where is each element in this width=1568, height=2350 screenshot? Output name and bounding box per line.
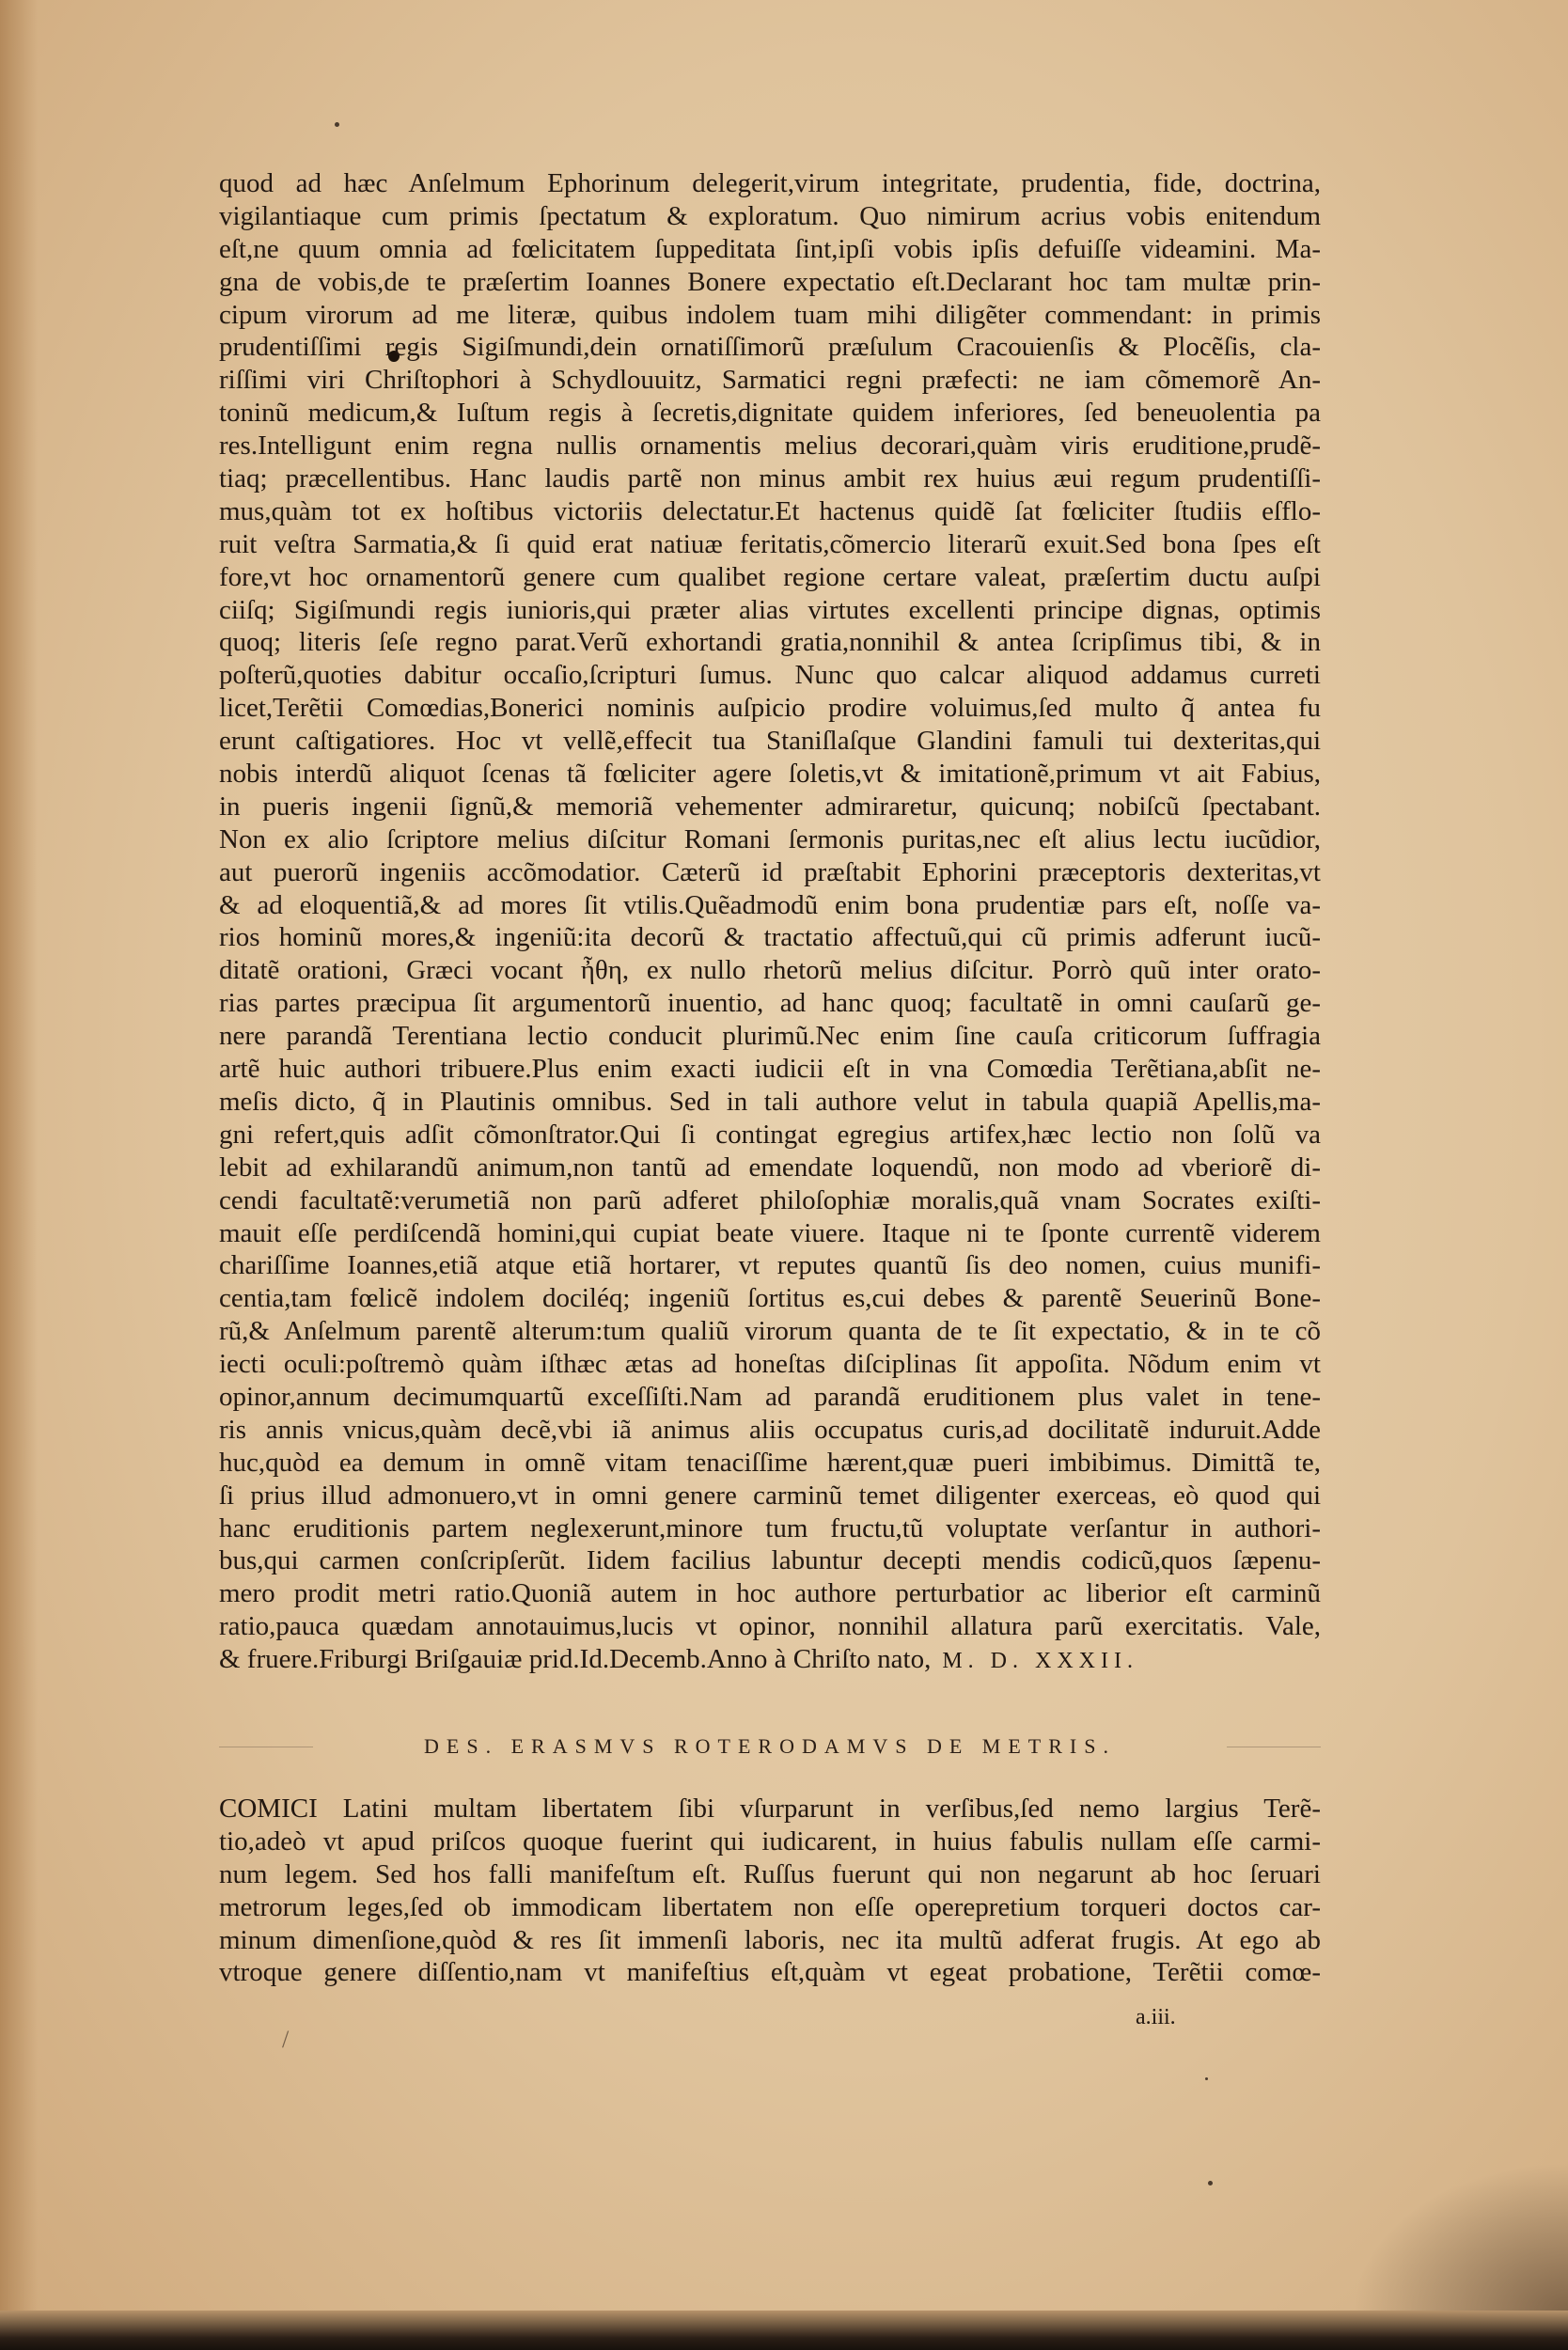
text-line: quoq; literis ſeſe regno parat.Verũ exhortandi gratia,nonnihil & antea ſcripſimus tibi, & in bbox=[219, 627, 1321, 658]
signature-mark: a.iii. bbox=[1136, 2005, 1176, 2029]
text-line: ciiſq; Sigiſmundi regis iunioris,qui præter alias virtutes excellenti principe dignas, optimis bbox=[219, 594, 1321, 625]
text-line: tiaq; præcellentibus. Hanc laudis partẽ non minus ambit rex huius æui regum prudentiſſi- bbox=[219, 463, 1321, 494]
text-line: artẽ huic authori tribuere.Plus enim exacti iudicii eſt in vna Comœdia Terẽtiana,abſit ne- bbox=[219, 1054, 1321, 1085]
text-line: rias partes præcipua ſit argumentorũ inuentio, ad hanc quoq; facultatẽ in omni cauſarũ ge- bbox=[219, 988, 1321, 1019]
text-line: opinor,annum decimumquartũ exceſſiſti.Nam ad parandã eruditionem plus valet in tene- bbox=[219, 1381, 1321, 1412]
text-line: vigilantiaque cum primis ſpectatum & exploratum. Quo nimirum acrius vobis enitendum bbox=[219, 200, 1321, 231]
ink-speck bbox=[335, 122, 339, 127]
page-bottom-edge bbox=[0, 2311, 1568, 2350]
text-line: rios hominũ mores,& ingeniũ:ita decorũ & tractatio affectuũ,qui cũ primis adferunt iucũ- bbox=[219, 922, 1321, 953]
text-line: licet,Terẽtii Comœdias,Bonerici nominis auſpicio prodire voluimus,ſed multo q̃ antea fu bbox=[219, 693, 1321, 724]
text-line: rũ,& Anſelmum parentẽ alterum:tum qualiũ virorum quanta de te ſit expectatio, & in te cõ bbox=[219, 1316, 1321, 1347]
text-line: metrorum leges,ſed ob immodicam libertatem non eſſe operepretium torqueri doctos car- bbox=[219, 1891, 1321, 1922]
text-line: lebit ad exhilarandũ animum,non tantũ ad emendate loquendũ, non modo ad vberiorẽ di- bbox=[219, 1152, 1321, 1183]
de-metris-text bbox=[219, 1793, 1321, 1989]
text-line: bus,qui carmen conſcripſerũt. Iidem facilius labuntur decepti mendis codicũ,quos ſæpenu- bbox=[219, 1545, 1321, 1576]
text-line: ſi prius illud admonuero,vt in omni genere carminũ temet diligenter exerceas, eò quod qui bbox=[219, 1480, 1321, 1511]
text-line: vtroque genere diſſentio,nam vt manifeſtius eſt,quàm vt egeat probatione, Terẽtii comœ- bbox=[219, 1957, 1321, 1988]
text-line: eſt,ne quum omnia ad fœlicitatem ſuppeditata ſint,ipſi vobis ipſis defuiſſe videamini. Ma- bbox=[219, 233, 1321, 264]
text-line: meſis dicto, q̃ in Plautinis omnibus. Sed in tali authore velut in tabula quapiã Apellis,ma- bbox=[219, 1086, 1321, 1117]
text-line: chariſſime Ioannes,etiã atque etiã hortarer, vt reputes quantũ ſis deo nomen, cuius munifi- bbox=[219, 1250, 1321, 1281]
page-corner-shadow bbox=[1352, 2162, 1568, 2312]
text-line: hanc eruditionis partem neglexerunt,minore tum fructu,tũ voluptate verſantur in authori- bbox=[219, 1512, 1321, 1543]
text-line: aut puerorũ ingeniis accõmodatior. Cæterũ id præſtabit Ephorini præceptoris dexteritas,vt bbox=[219, 856, 1321, 887]
text-line: ratio,pauca quædam annotauimus,lucis vt opinor, nonnihil allatura parũ exercitatis. Vale, bbox=[219, 1611, 1321, 1642]
text-line: poſterũ,quoties dabitur occaſio,ſcripturi ſumus. Nunc quo calcar aliquod addamus curreti bbox=[219, 660, 1321, 691]
text-line: Non ex alio ſcriptore melius diſcitur Romani ſermonis puritas,nec eſt alius lectu iucũdior, bbox=[219, 823, 1321, 854]
text-line: huc,quòd ea demum in omnẽ vitam tenaciſſime hærent,quæ pueri imbibimus. Dimittã te, bbox=[219, 1447, 1321, 1478]
text-line: toninũ medicum,& Iuſtum regis à ſecretis,dignitate quidem inferiores, ſed beneuolentia pa bbox=[219, 398, 1321, 429]
text-line: ris annis vnicus,quàm decẽ,vbi iã animus aliis occupatus curis,ad docilitatẽ induruit.Adde bbox=[219, 1414, 1321, 1445]
ink-speck bbox=[1205, 2077, 1208, 2080]
text-line: in pueris ingenii ſignũ,& memoriã vehementer admiraretur, quicunq; nobiſcũ ſpectabant. bbox=[219, 791, 1321, 822]
text-line: centia,tam fœlicẽ indolem dociléq; ingeniũ ſortitus es,cui debes & parentẽ Seuerinũ Bone- bbox=[219, 1283, 1321, 1314]
text-line: mus,quàm tot ex hoſtibus victoriis delectatur.Et hactenus quidẽ ſat fœliciter ſtudiis eſflo- bbox=[219, 495, 1321, 526]
text-line: & ad eloquentiã,& ad mores ſit vtilis.Quẽadmodũ enim bona prudentiæ pars eſt, noſſe va- bbox=[219, 889, 1321, 920]
text-line: COMICI Latini multam libertatem ſibi vſurparunt in verſibus,ſed nemo largius Terẽ- bbox=[219, 1794, 1321, 1824]
text-line: num legem. Sed hos falli manifeſtum eſt. Ruſſus fuerunt qui non negarunt ab hoc ſeruari bbox=[219, 1858, 1321, 1889]
text-line: cipum virorum ad me literæ, quibus indolem tuam mihi diligẽter commendant: in primis bbox=[219, 299, 1321, 330]
text-line: riſſimi viri Chriſtophori à Schydlouuitz, Sarmatici regni præfecti: ne iam cõmemorẽ An- bbox=[219, 365, 1321, 396]
stray-ink-mark: / bbox=[282, 2026, 290, 2053]
closing-date: M. D. XXXII. bbox=[931, 1649, 1138, 1674]
text-line: quod ad hæc Anſelmum Ephorinum delegerit,virum integritate, prudentia, fide, doctrina, bbox=[219, 168, 1321, 198]
page-left-shade bbox=[0, 0, 38, 2350]
text-line: nere parandã Terentiana lectio conducit plurimũ.Nec enim ſine cauſa criticorum ſuffragia bbox=[219, 1021, 1321, 1052]
text-line: iecti oculi:poſtremò quàm iſthæc ætas ad honeſtas diſciplinas ſit appoſita. Nõdum enim vt bbox=[219, 1349, 1321, 1380]
text-line: fore,vt hoc ornamentorũ genere cum qualibet regione certare valeat, præſertim ductu auſpi bbox=[219, 561, 1321, 592]
ink-speck bbox=[1208, 2181, 1213, 2186]
text-line: cendi facultatẽ:verumetiã non parũ adferet philoſophiæ moralis,quã vnam Socrates exiſti- bbox=[219, 1184, 1321, 1215]
section-heading: DES. ERASMVS ROTERODAMVS DE METRIS. bbox=[424, 1734, 1116, 1758]
text-line: nobis interdũ aliquot ſcenas tã fœliciter agere ſoletis,vt & imitationẽ,primum vt ait Fabius, bbox=[219, 759, 1321, 790]
text-line: gna de vobis,de te præſertim Ioannes Bonere expectatio eſt.Declarant hoc tam multæ prin- bbox=[219, 266, 1321, 297]
text-line: mauit eſſe perdiſcendã homini,qui cupiat beate viuere. Itaque ni te ſponte currentẽ viderem bbox=[219, 1217, 1321, 1248]
closing-line bbox=[219, 1643, 1321, 1676]
text-line: res.Intelligunt enim regna nullis ornamentis melius decorari,quàm viris eruditione,prudẽ- bbox=[219, 431, 1321, 462]
text-line: ditatẽ orationi, Græci vocant ἦθη, ex nullo rhetorũ melius diſcitur. Porrò quũ inter orato- bbox=[219, 955, 1321, 986]
text-line: minum dimenſione,quòd & res ſit immenſi laboris, nec ita multũ adferat frugis. At ego ab bbox=[219, 1924, 1321, 1955]
closing-text: & fruere.Friburgi Briſgauiæ prid.Id.Decemb.Anno à Chriſto nato, bbox=[219, 1644, 932, 1675]
dedication-letter-text bbox=[219, 167, 1321, 1676]
text-line: gni refert,quis adſit cõmonſtrator.Qui ſi contingat egregius artifex,hæc lectio non ſolũ va bbox=[219, 1119, 1321, 1150]
text-line: prudentiſſimi regis Sigiſmundi,dein ornatiſſimorũ præſulum Cracouienſis & Plocẽſis, cla- bbox=[219, 332, 1321, 363]
text-line: mero prodit metri ratio.Quoniã autem in hoc authore perturbatior ac liberior eſt carminũ bbox=[219, 1578, 1321, 1609]
text-line: tio,adeò vt apud priſcos quoque fuerint qui iudicarent, in huius fabulis nullam eſſe carmi- bbox=[219, 1825, 1321, 1856]
text-line: erunt caſtigatiores. Hoc vt vellẽ,effecit tua Staniſlaſque Glandini famuli tui dexteritas,qui bbox=[219, 726, 1321, 757]
text-line: ruit veſtra Sarmatia,& ſi quid erat natiuæ feritatis,cõmercio literarũ exuit.Sed bona ſpes eſt bbox=[219, 528, 1321, 559]
